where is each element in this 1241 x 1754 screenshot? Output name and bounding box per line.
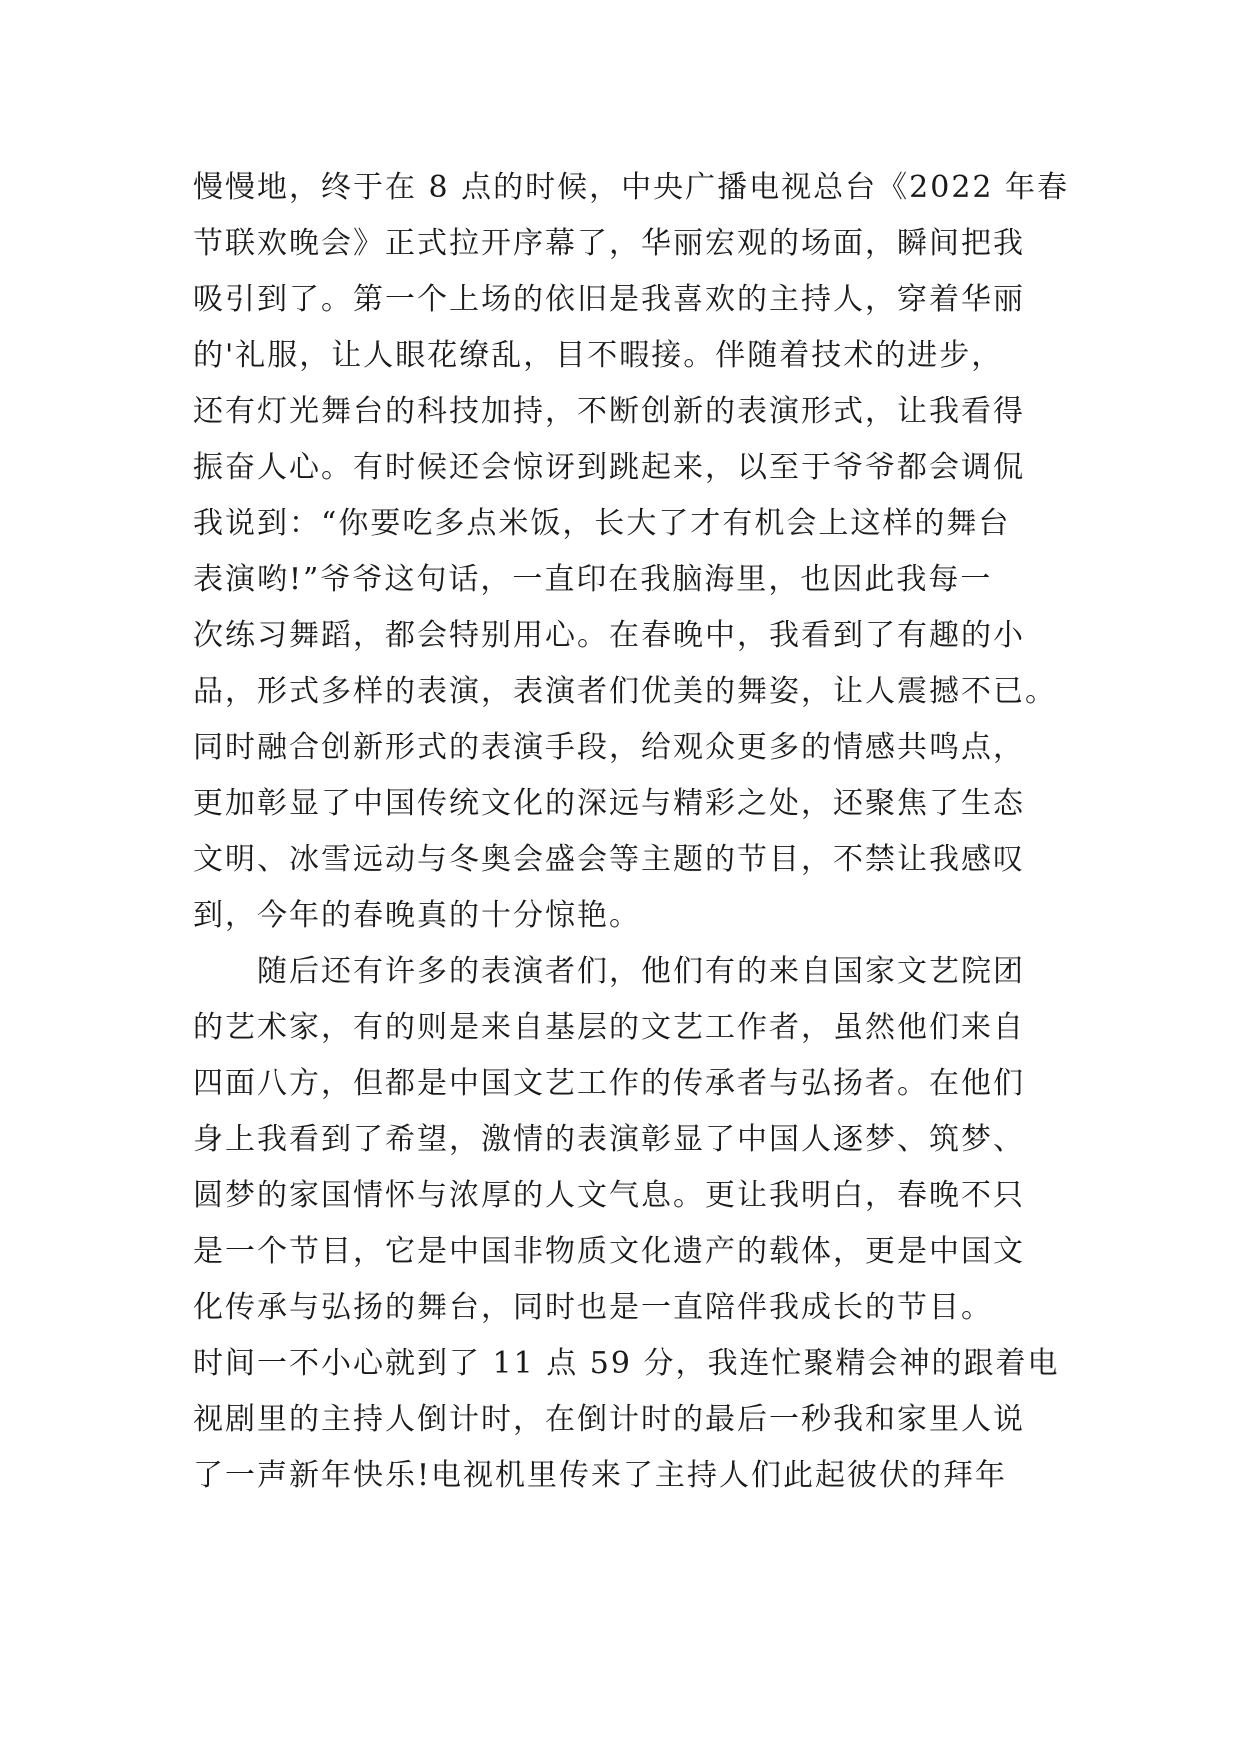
text-line: 圆梦的家国情怀与浓厚的人文气息。更让我明白，春晚不只: [193, 1178, 1025, 1213]
text-line: 慢慢地，终于在 8 点的时候，中央广播电视总台《2022 年春: [193, 170, 1070, 205]
text-line: 视剧里的主持人倒计时，在倒计时的最后一秒我和家里人说: [193, 1402, 1025, 1437]
text-line: 四面八方，但都是中国文艺工作的传承者与弘扬者。在他们: [193, 1066, 1025, 1101]
text-line: 的'礼服，让人眼花缭乱，目不暇接。伴随着技术的进步，: [193, 338, 1004, 373]
text-line: 吸引到了。第一个上场的依旧是我喜欢的主持人，穿着华丽: [193, 282, 1025, 317]
text-line: 时间一不小心就到了 11 点 59 分，我连忙聚精会神的跟着电: [193, 1346, 1060, 1381]
text-line: 品，形式多样的表演，表演者们优美的舞姿，让人震撼不已。: [193, 674, 1057, 709]
text-line: 是一个节目，它是中国非物质文化遗产的载体，更是中国文: [193, 1234, 1025, 1269]
text-line: 了一声新年快乐!电视机里传来了主持人们此起彼伏的拜年: [193, 1458, 1008, 1493]
text-line: 还有灯光舞台的科技加持，不断创新的表演形式，让我看得: [193, 394, 1025, 429]
paragraph-1: [193, 160, 1073, 944]
text-line: 更加彰显了中国传统文化的深远与精彩之处，还聚焦了生态: [193, 786, 1025, 821]
text-line: 化传承与弘扬的舞台，同时也是一直陪伴我成长的节目。: [193, 1290, 993, 1325]
text-line: 表演哟!”爷爷这句话，一直印在我脑海里，也因此我每一: [193, 562, 993, 597]
body-text: [193, 160, 1073, 1504]
text-line: 振奋人心。有时候还会惊讶到跳起来，以至于爷爷都会调侃: [193, 450, 1025, 485]
text-line: 次练习舞蹈，都会特别用心。在春晚中，我看到了有趣的小: [193, 618, 1025, 653]
text-line: 的艺术家，有的则是来自基层的文艺工作者，虽然他们来自: [193, 1010, 1025, 1045]
text-line: 身上我看到了希望，激情的表演彰显了中国人逐梦、筑梦、: [193, 1122, 1025, 1157]
text-line-indented: 随后还有许多的表演者们，他们有的来自国家文艺院团: [257, 954, 1025, 989]
text-line: 节联欢晚会》正式拉开序幕了，华丽宏观的场面，瞬间把我: [193, 226, 1025, 261]
text-line: 我说到：“你要吃多点米饭，长大了才有机会上这样的舞台: [193, 506, 1011, 541]
paragraph-2: [193, 944, 1073, 1504]
text-line: 文明、冰雪远动与冬奥会盛会等主题的节目，不禁让我感叹: [193, 842, 1025, 877]
text-line: 到，今年的春晚真的十分惊艳。: [193, 898, 641, 933]
text-line: 同时融合创新形式的表演手段，给观众更多的情感共鸣点，: [193, 730, 1025, 765]
